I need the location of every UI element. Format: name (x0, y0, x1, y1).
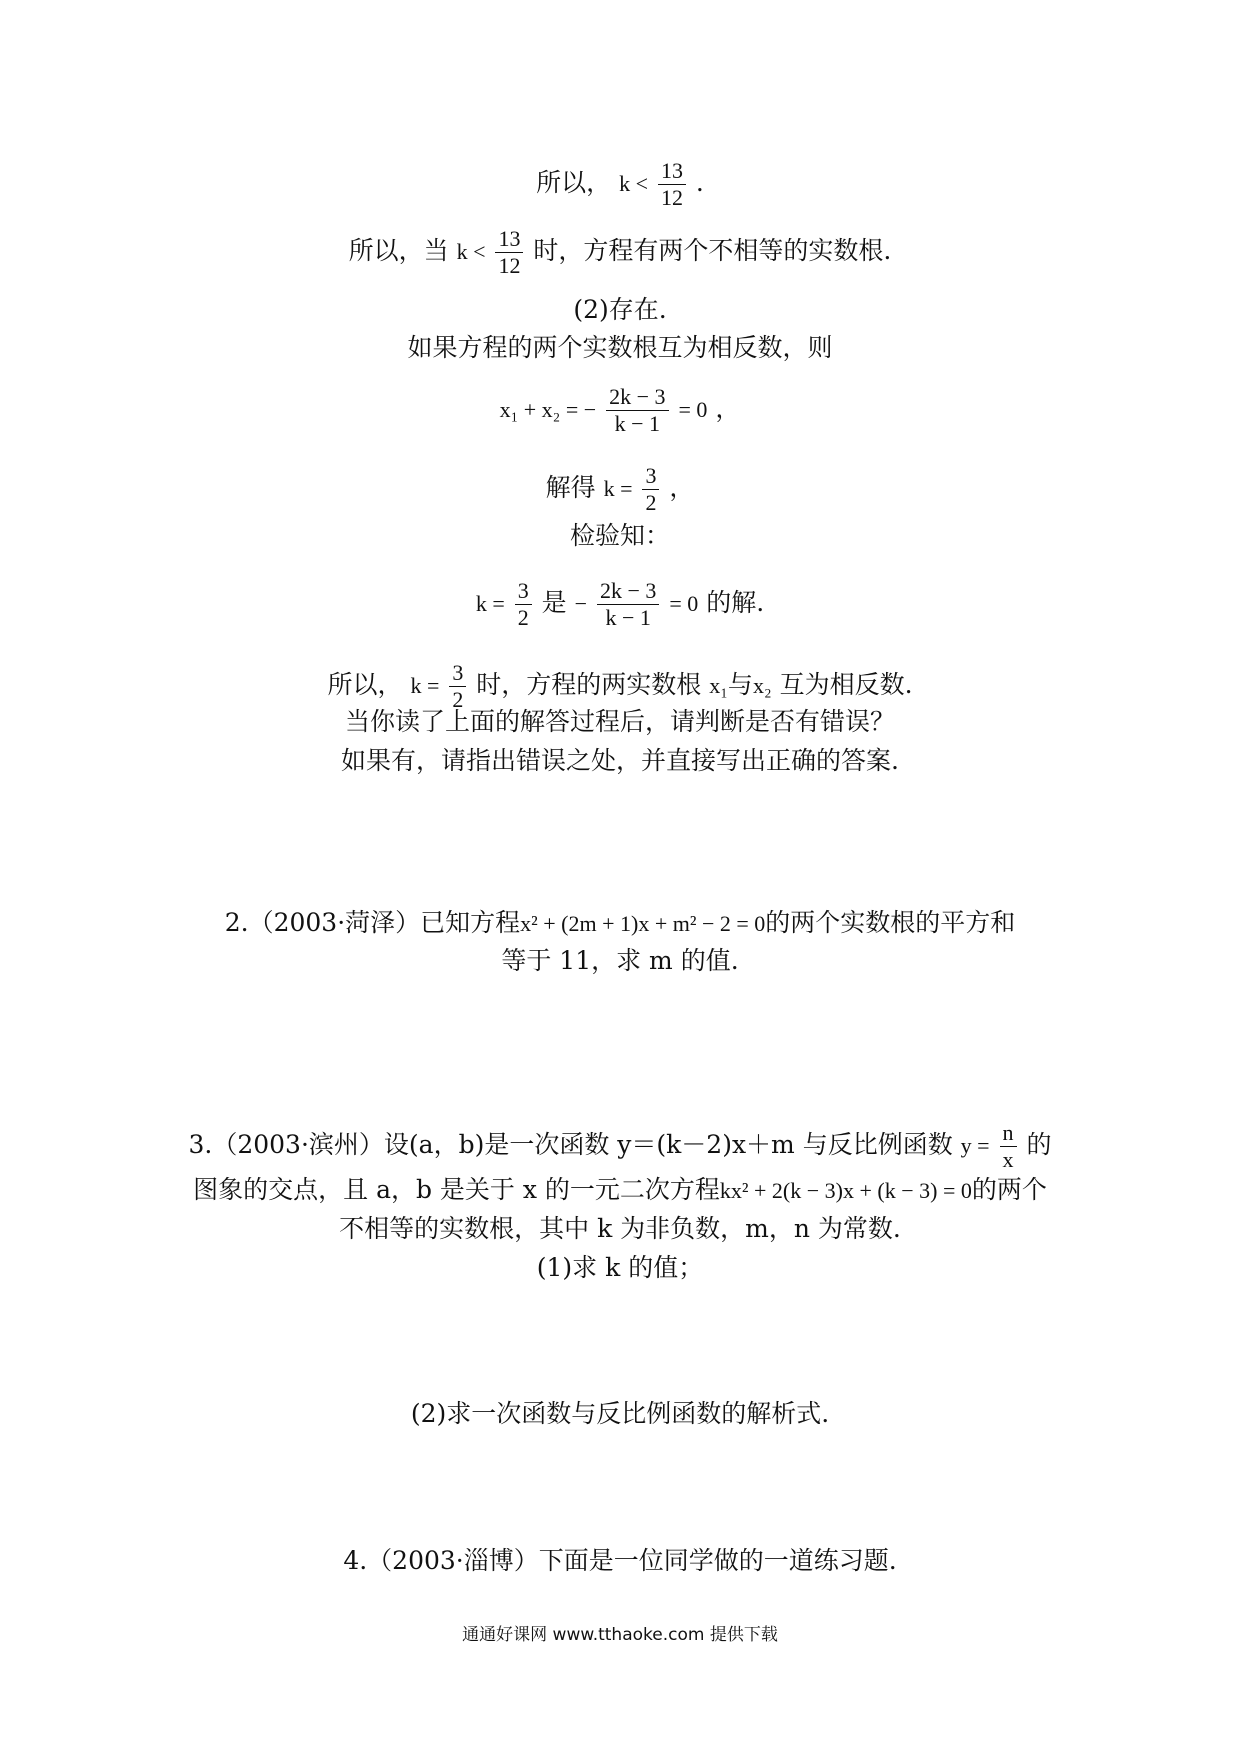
text: 图象的交点，且 a，b 是关于 x 的一元二次方程 (193, 1175, 720, 1204)
line-5 (0, 384, 1240, 437)
fraction (597, 578, 659, 631)
text: . (695, 168, 704, 197)
text: 所以，当 (348, 236, 449, 265)
text: ， (669, 473, 695, 502)
math-lhs: y = (960, 1133, 990, 1158)
line-4: 如果方程的两个实数根互为相反数，则 (407, 333, 833, 362)
fraction (658, 158, 686, 211)
text: 的解. (706, 588, 765, 617)
math-equation: x² + (2m + 1)x + m² − 2 = 0 (520, 911, 766, 936)
question-2-line-1 (0, 905, 1240, 942)
text: 与 (727, 670, 753, 699)
math-equation: kx² + 2(k − 3)x + (k − 3) = 0 (719, 1178, 972, 1203)
math-rhs: = 0 (669, 591, 699, 616)
numerator: 13 (658, 158, 686, 185)
denominator: 2 (645, 490, 657, 515)
numerator: 2k − 3 (597, 578, 659, 605)
text: 时，方程的两实数根 (476, 670, 702, 699)
text: 时，方程有两个不相等的实数根. (533, 236, 892, 265)
fraction (515, 578, 532, 631)
text: 的 (1026, 1130, 1052, 1159)
numerator: 3 (515, 578, 532, 605)
denominator: 2 (517, 605, 529, 630)
numerator: 2k − 3 (606, 384, 668, 411)
line-10: 当你读了上面的解答过程后，请判断是否有错误？ (344, 707, 895, 736)
math-lhs: k = (475, 591, 505, 616)
text: 互为相反数. (779, 670, 913, 699)
text: ， (715, 394, 741, 423)
question-3-line-1 (0, 1120, 1240, 1173)
denominator: k − 1 (605, 605, 651, 630)
math-rhs: = 0 (678, 397, 708, 422)
math-lhs: k = (603, 476, 633, 501)
text: 解得 (545, 473, 596, 502)
line-1 (0, 158, 1240, 211)
numerator: n (1000, 1120, 1017, 1147)
numerator: 13 (495, 226, 523, 253)
fraction (1000, 1120, 1017, 1173)
line-11: 如果有，请指出错误之处，并直接写出正确的答案. (341, 746, 899, 775)
line-6 (0, 463, 1240, 516)
denominator: 12 (660, 185, 683, 210)
text: 的两个 (971, 1175, 1047, 1204)
line-8 (0, 578, 1240, 631)
fraction (642, 463, 659, 516)
math-lhs: k < (456, 239, 486, 264)
question-3-part-1: (1)求 k 的值； (536, 1253, 704, 1282)
numerator: 3 (642, 463, 659, 490)
math-x1: x₁ (709, 673, 728, 698)
math-lhs: k < (619, 171, 649, 196)
math-minus: − (574, 591, 588, 616)
question-4: 4.（2003·淄博）下面是一位同学做的一道练习题. (343, 1546, 897, 1575)
line-3: (2)存在. (573, 295, 667, 324)
text: 是 (541, 588, 567, 617)
question-3-line-3: 不相等的实数根，其中 k 为非负数，m，n 为常数. (339, 1214, 901, 1243)
question-3-line-2 (0, 1172, 1240, 1209)
text: 2.（2003·菏泽）已知方程 (224, 908, 521, 937)
line-7: 检验知： (569, 521, 670, 550)
question-2-line-2: 等于 11，求 m 的值. (501, 946, 739, 975)
denominator: k − 1 (614, 411, 661, 436)
fraction (495, 226, 523, 279)
question-3-part-2: (2)求一次函数与反比例函数的解析式. (410, 1399, 830, 1428)
numerator: 3 (449, 660, 466, 687)
fraction (606, 384, 668, 437)
page-footer: 通通好课网 www.tthaoke.com 提供下载 (462, 1625, 778, 1645)
math-lhs: k = (410, 673, 440, 698)
denominator: 12 (498, 253, 521, 278)
line-2 (0, 226, 1240, 279)
denominator: x (1002, 1147, 1014, 1172)
text: 所以， (536, 168, 612, 197)
text: 所以， (327, 670, 403, 699)
denominator: 2 (452, 687, 464, 712)
math-lhs: x₁ + x₂ = − (499, 397, 597, 422)
text: 3.（2003·滨州）设(a，b)是一次函数 y＝(k－2)x＋m 与反比例函数 (188, 1130, 953, 1159)
math-x2: x₂ (752, 673, 772, 698)
text: 的两个实数根的平方和 (765, 908, 1016, 937)
